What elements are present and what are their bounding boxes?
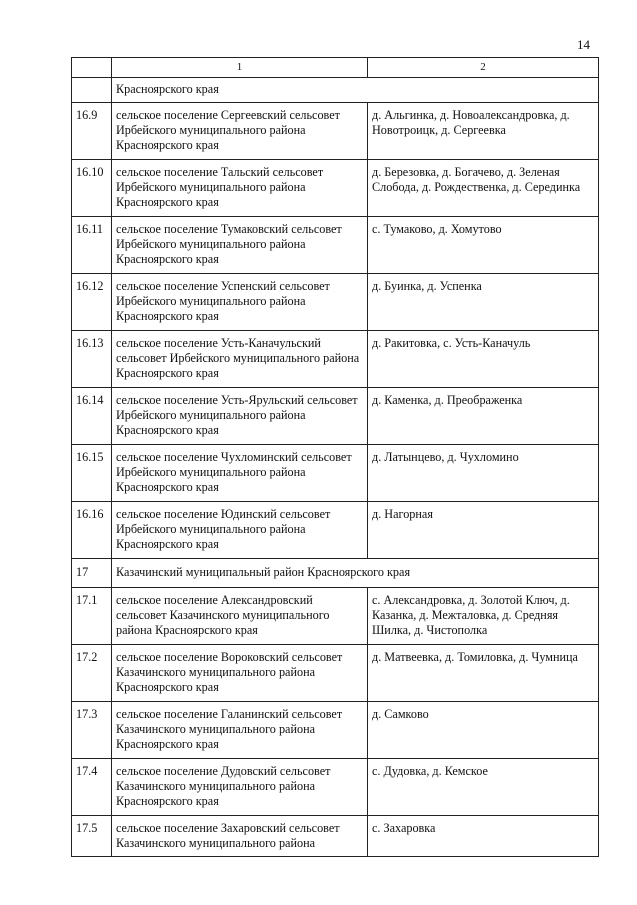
table-row [72,759,599,816]
settlement-name: сельское поселение Дудовский сельсовет Казачинского муниципального района Красноярского края [112,759,368,816]
table-row [72,502,599,559]
row-number: 16.15 [72,445,112,502]
header-cell-blank [72,58,112,78]
table-row [72,702,599,759]
continuation-text: Красноярского края [112,78,599,103]
settlement-list: с. Захаровка [368,816,599,857]
table-row [72,388,599,445]
table-row [72,588,599,645]
row-number: 16.13 [72,331,112,388]
settlement-name: сельское поселение Вороковский сельсовет Казачинского муниципального района Красноярского края [112,645,368,702]
settlement-name: сельское поселение Юдинский сельсовет Ирбейского муниципального района Красноярского края [112,502,368,559]
settlement-list: с. Дудовка, д. Кемское [368,759,599,816]
settlement-name: сельское поселение Чухломинский сельсовет Ирбейского муниципального района Красноярского края [112,445,368,502]
continuation-row [72,78,599,103]
page-number: 14 [577,37,590,52]
settlement-name: сельское поселение Усть-Каначульский сельсовет Ирбейского муниципального района Красноярского края [112,331,368,388]
row-number: 17.4 [72,759,112,816]
row-number: 17.2 [72,645,112,702]
settlement-list: д. Альгинка, д. Новоалександровка, д. Новотроицк, д. Сергеевка [368,103,599,160]
row-number: 16.9 [72,103,112,160]
settlement-name: сельское поселение Успенский сельсовет Ирбейского муниципального района Красноярского края [112,274,368,331]
settlement-name: сельское поселение Александровский сельсовет Казачинского муниципального района Красноярского края [112,588,368,645]
row-number: 16.14 [72,388,112,445]
header-cell-1: 1 [112,58,368,78]
settlement-list: д. Ракитовка, с. Усть-Каначуль [368,331,599,388]
settlement-list: д. Буинка, д. Успенка [368,274,599,331]
row-number: 17.3 [72,702,112,759]
settlement-list: д. Латынцево, д. Чухломино [368,445,599,502]
row-number: 16.12 [72,274,112,331]
table-row [72,331,599,388]
row-number: 16.16 [72,502,112,559]
settlement-list: с. Александровка, д. Золотой Ключ, д. Казанка, д. Межталовка, д. Средняя Шилка, д. Чистополка [368,588,599,645]
header-cell-2: 2 [368,58,599,78]
settlement-list: д. Каменка, д. Преображенка [368,388,599,445]
table-row [72,445,599,502]
settlements-table [71,57,599,857]
settlement-list: д. Матвеевка, д. Томиловка, д. Чумница [368,645,599,702]
row-number: 17.1 [72,588,112,645]
district-row [72,559,599,588]
settlement-list: д. Нагорная [368,502,599,559]
settlement-name: сельское поселение Тумаковский сельсовет Ирбейского муниципального района Красноярского края [112,217,368,274]
table-row [72,217,599,274]
settlement-name: сельское поселение Захаровский сельсовет Казачинского муниципального района [112,816,368,857]
row-number: 16.11 [72,217,112,274]
row-number: 16.10 [72,160,112,217]
table-header-row [72,58,599,78]
row-number: 17.5 [72,816,112,857]
table-row [72,645,599,702]
district-number: 17 [72,559,112,588]
table-row [72,103,599,160]
table-row [72,160,599,217]
table-row [72,274,599,331]
table-row [72,816,599,857]
settlement-name: сельское поселение Сергеевский сельсовет Ирбейского муниципального района Красноярского края [112,103,368,160]
settlement-name: сельское поселение Тальский сельсовет Ирбейского муниципального района Красноярского края [112,160,368,217]
row-number [72,78,112,103]
settlement-name: сельское поселение Усть-Ярульский сельсовет Ирбейского муниципального района Красноярского края [112,388,368,445]
settlement-list: д. Самково [368,702,599,759]
settlement-list: д. Березовка, д. Богачево, д. Зеленая Слобода, д. Рождественка, д. Серединка [368,160,599,217]
settlement-name: сельское поселение Галанинский сельсовет Казачинского муниципального района Красноярского края [112,702,368,759]
district-name: Казачинский муниципальный район Красноярского края [112,559,599,588]
settlement-list: с. Тумаково, д. Хомутово [368,217,599,274]
